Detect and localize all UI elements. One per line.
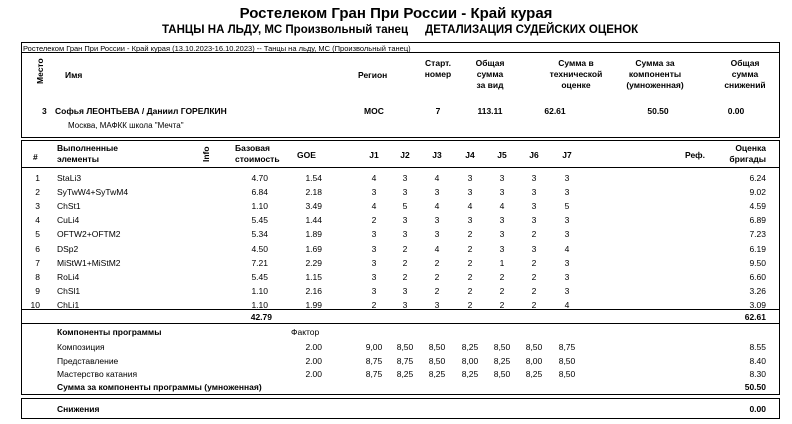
judge-score: 3: [467, 173, 473, 183]
element-score: 6.24: [749, 173, 766, 183]
judge-score: 2: [499, 285, 505, 296]
judge-score: 3: [371, 229, 377, 240]
element-score: 6.60: [749, 271, 766, 282]
judge-score: 8,75: [365, 355, 383, 366]
judge-score: 3: [371, 243, 377, 254]
divider: [21, 323, 780, 324]
judge-score: 2: [467, 285, 473, 296]
judge-score: 8,50: [558, 355, 576, 366]
judge-score: 3: [564, 229, 570, 240]
judge-header: J3: [432, 150, 442, 160]
judge-score: 4: [467, 201, 473, 212]
judge-header: J1: [369, 150, 379, 160]
event-line: Ростелеком Гран При России - Край курая (13.10.2023-16.10.2023) -- Танцы на льду, МС (Произвольный танец): [23, 44, 411, 53]
judge-score: 8,50: [428, 342, 446, 352]
name-header: Имя: [65, 70, 83, 80]
region-header: Регион: [358, 70, 388, 80]
divider: [21, 52, 780, 53]
components-total-label: Сумма за компоненты программы (умноженная): [57, 382, 262, 392]
elements-score-total: 62.61: [744, 312, 766, 322]
element-name: MiStW1+MiStM2: [57, 257, 121, 268]
component-score: 8.30: [749, 369, 766, 379]
judge-score: 8,50: [396, 342, 414, 352]
element-score: 6.19: [749, 243, 766, 254]
judge-score: 3: [371, 285, 377, 296]
element-name: ChSl1: [57, 285, 81, 296]
judge-score: 3: [564, 173, 570, 183]
judge-score: 4: [371, 173, 377, 183]
judge-score: 3: [402, 285, 408, 296]
judge-score: 3: [402, 215, 408, 226]
judge-score: 5: [402, 201, 408, 212]
deductions-box: [21, 398, 780, 419]
judge-score: 2: [434, 257, 440, 268]
element-name: ChSt1: [57, 201, 81, 212]
judge-score: 3: [499, 215, 505, 226]
judge-score: 8,25: [493, 355, 511, 366]
element-score: 7.23: [749, 229, 766, 240]
judge-score: 8,50: [428, 355, 446, 366]
judge-score: 3: [402, 299, 408, 310]
element-goe: 2.16: [305, 285, 322, 296]
element-score: 6.89: [749, 215, 766, 226]
element-num: 1: [35, 173, 40, 183]
element-base: 6.84: [251, 187, 268, 198]
judge-score: 3: [371, 187, 377, 198]
element-base: 5.45: [251, 215, 268, 226]
element-base: 7.21: [251, 257, 268, 268]
element-base: 5.45: [251, 271, 268, 282]
skater-start-no: 7: [435, 106, 441, 116]
judge-header: J6: [529, 150, 539, 160]
judge-score: 2: [434, 285, 440, 296]
deductions-label: Снижения: [57, 404, 100, 414]
place-header: Место: [35, 58, 45, 84]
judge-score: 3: [531, 243, 537, 254]
report-title: ДЕТАЛИЗАЦИЯ СУДЕЙСКИХ ОЦЕНОК: [425, 24, 639, 36]
element-base: 4.70: [251, 173, 268, 183]
element-base: 4.50: [251, 243, 268, 254]
judge-score: 3: [564, 285, 570, 296]
element-num: 7: [35, 257, 40, 268]
judge-score: 3: [434, 229, 440, 240]
info-header: Info: [201, 146, 211, 162]
component-factor: 2.00: [305, 369, 322, 379]
base-header: Базовая стоимость: [235, 143, 280, 164]
judge-score: 3: [564, 257, 570, 268]
element-goe: 1.89: [305, 229, 322, 240]
judge-score: 2: [371, 299, 377, 310]
judge-score: 3: [499, 243, 505, 254]
judge-score: 2: [467, 229, 473, 240]
element-base: 1.10: [251, 299, 268, 310]
judge-score: 3: [434, 299, 440, 310]
ref-header: Реф.: [685, 150, 705, 160]
element-num: 5: [35, 229, 40, 240]
judge-score: 2: [531, 257, 537, 268]
judge-score: 3: [467, 187, 473, 198]
element-score: 9.02: [749, 187, 766, 198]
elements-base-total: 42.79: [250, 312, 272, 322]
element-name: ChLi1: [57, 299, 80, 310]
element-goe: 1.69: [305, 243, 322, 254]
judge-score: 3: [434, 187, 440, 198]
judge-score: 2: [467, 243, 473, 254]
judge-score: 3: [564, 187, 570, 198]
judge-score: 4: [564, 299, 570, 310]
judge-score: 1: [499, 257, 505, 268]
element-num: 10: [30, 299, 40, 310]
judge-score: 8,25: [396, 369, 414, 379]
element-goe: 1.54: [305, 173, 322, 183]
component-name: Мастерство катания: [57, 369, 138, 379]
judge-score: 2: [531, 299, 537, 310]
skater-pcs: 50.50: [647, 106, 669, 116]
element-score: 9.50: [749, 257, 766, 268]
judge-score: 8,00: [525, 355, 543, 366]
judge-score: 3: [499, 187, 505, 198]
judge-score: 3: [467, 215, 473, 226]
element-base: 1.10: [251, 285, 268, 296]
skater-name: Софья ЛЕОНТЬЕВА / Даниил ГОРЕЛКИН: [55, 106, 227, 116]
judge-score: 8,25: [461, 369, 479, 379]
judge-score: 3: [402, 187, 408, 198]
judge-score: 8,50: [558, 369, 576, 379]
goe-header: GOE: [297, 150, 316, 160]
judge-score: 4: [434, 173, 440, 183]
judge-score: 3: [402, 229, 408, 240]
component-factor: 2.00: [305, 342, 322, 352]
tes-header: Сумма в технической оценке: [549, 58, 603, 90]
judge-score: 8,50: [493, 369, 511, 379]
judge-header: J5: [497, 150, 507, 160]
element-goe: 1.44: [305, 215, 322, 226]
element-name: SyTwW4+SyTwM4: [57, 187, 129, 198]
judge-header: J4: [465, 150, 475, 160]
judge-score: 3: [564, 271, 570, 282]
element-score: 3.09: [749, 299, 766, 310]
num-header: #: [33, 152, 38, 162]
start-no-header: Старт. номер: [424, 58, 452, 79]
element-goe: 1.99: [305, 299, 322, 310]
element-num: 3: [35, 201, 40, 212]
component-score: 8.40: [749, 355, 766, 366]
element-num: 8: [35, 271, 40, 282]
element-goe: 2.29: [305, 257, 322, 268]
component-name: Представление: [57, 355, 119, 366]
judge-score: 8,75: [365, 369, 383, 379]
judge-score: 3: [371, 257, 377, 268]
judge-header: J2: [400, 150, 410, 160]
skater-place: 3: [42, 106, 47, 116]
judge-score: 9,00: [365, 342, 383, 352]
judge-score: 8,50: [493, 342, 511, 352]
judge-score: 4: [434, 201, 440, 212]
judge-score: 8,00: [461, 355, 479, 366]
judge-score: 2: [402, 243, 408, 254]
judge-score: 3: [531, 201, 537, 212]
pcs-header: Сумма за компоненты (умноженная): [626, 58, 684, 90]
judge-score: 3: [531, 173, 537, 183]
judge-score: 8,25: [525, 369, 543, 379]
element-name: CuLi4: [57, 215, 80, 226]
element-base: 5.34: [251, 229, 268, 240]
judge-score: 3: [499, 229, 505, 240]
judge-score: 3: [371, 271, 377, 282]
component-name: Композиция: [57, 342, 105, 352]
judge-score: 2: [402, 271, 408, 282]
judge-score: 3: [531, 215, 537, 226]
skater-tes: 62.61: [544, 106, 566, 116]
judge-score: 2: [467, 271, 473, 282]
judge-score: 2: [499, 271, 505, 282]
judge-score: 4: [499, 201, 505, 212]
judge-score: 8,75: [396, 355, 414, 366]
skater-deductions: 0.00: [727, 106, 745, 116]
deductions-score: 0.00: [749, 404, 766, 414]
judge-score: 4: [371, 201, 377, 212]
component-score: 8.55: [749, 342, 766, 352]
element-score: 3.26: [749, 285, 766, 296]
element-num: 9: [35, 285, 40, 296]
element-goe: 3.49: [305, 201, 322, 212]
judge-score: 3: [499, 173, 505, 183]
judge-header: J7: [562, 150, 572, 160]
judge-score: 2: [467, 299, 473, 310]
element-num: 4: [35, 215, 40, 226]
skater-club: Москва, МАФКК школа "Мечта": [68, 121, 184, 130]
judge-score: 2: [402, 257, 408, 268]
judge-score: 2: [434, 271, 440, 282]
element-score: 4.59: [749, 201, 766, 212]
judge-score: 8,25: [428, 369, 446, 379]
judge-score: 3: [531, 187, 537, 198]
judge-score: 4: [564, 243, 570, 254]
element-base: 1.10: [251, 201, 268, 212]
judge-score: 3: [402, 173, 408, 183]
judge-score: 3: [564, 215, 570, 226]
judge-score: 2: [531, 285, 537, 296]
judge-score: 5: [564, 201, 570, 212]
judge-score: 8,75: [558, 342, 576, 352]
element-num: 6: [35, 243, 40, 254]
skater-region: МОС: [364, 106, 384, 116]
element-goe: 1.15: [305, 271, 322, 282]
component-factor: 2.00: [305, 355, 322, 366]
skater-total: 113.11: [477, 106, 503, 116]
element-goe: 2.18: [305, 187, 322, 198]
element-name: OFTW2+OFTM2: [57, 229, 121, 240]
element-name: RoLi4: [57, 271, 80, 282]
judge-score: 2: [499, 299, 505, 310]
divider: [21, 309, 780, 310]
discipline-title: ТАНЦЫ НА ЛЬДУ, МС Произвольный танец: [162, 24, 409, 36]
judge-score: 2: [371, 215, 377, 226]
page-title: Ростелеком Гран При России - Край курая: [239, 5, 553, 22]
divider: [21, 167, 780, 168]
components-total-score: 50.50: [744, 382, 766, 392]
judge-score: 2: [467, 257, 473, 268]
element-num: 2: [35, 187, 40, 198]
element-name: DSp2: [57, 243, 79, 254]
deductions-header: Общая сумма снижений: [724, 58, 766, 90]
element-name: StaLi3: [57, 173, 82, 183]
judge-score: 2: [531, 229, 537, 240]
components-header: Компоненты программы: [57, 327, 162, 337]
judge-score: 2: [531, 271, 537, 282]
judge-score: 8,25: [461, 342, 479, 352]
judge-score: 8,50: [525, 342, 543, 352]
judge-score: 4: [434, 243, 440, 254]
total-header: Общая сумма за вид: [475, 58, 505, 90]
judge-score: 3: [434, 215, 440, 226]
elements-header: Выполненные элементы: [57, 143, 119, 164]
factor-header: Фактор: [291, 327, 320, 337]
score-header: Оценка бригады: [729, 143, 766, 164]
